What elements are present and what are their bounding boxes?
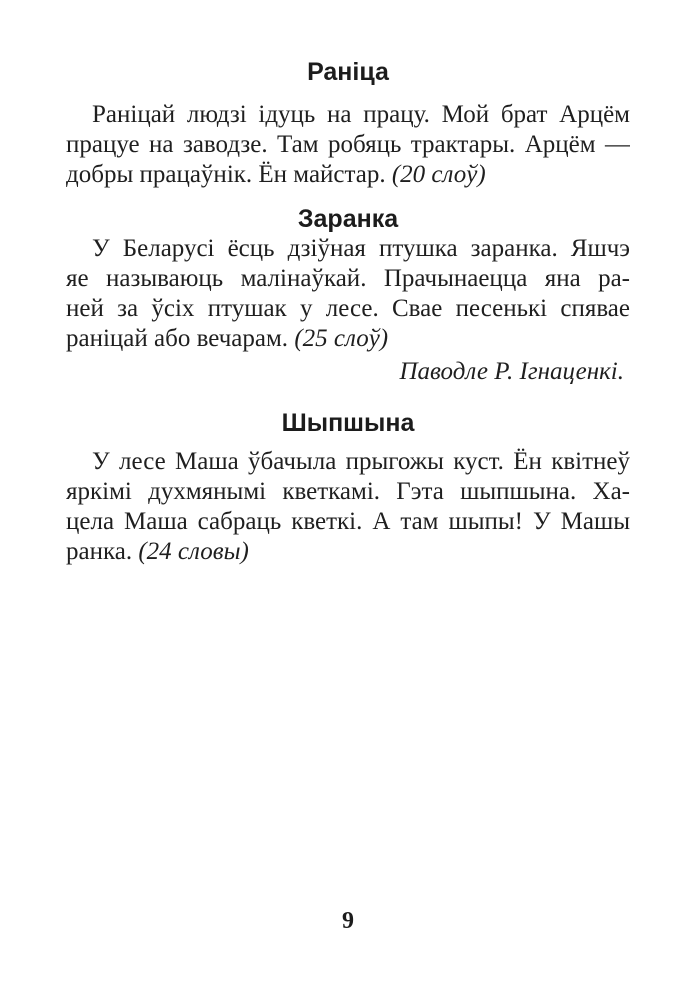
dictation-text	[66, 234, 630, 354]
text-segment: добры працаўнік. Ён майстар.	[66, 161, 392, 188]
section-shypshyna	[66, 408, 630, 567]
page-number: 9	[342, 908, 354, 934]
text-segment: раніцай або вечарам.	[66, 325, 295, 352]
dictation-text	[66, 447, 630, 567]
text-segment: Раніцай людзі ідуць на працу. Мой брат Арцём	[92, 101, 630, 128]
text-line	[66, 234, 630, 264]
text-segment: яркімі духмянымі кветкамі. Гэта шыпшына. Ха-	[66, 478, 630, 505]
text-segment: цела Маша сабраць кветкі. А там шыпы! У Машы	[66, 508, 630, 535]
section-title: Заранка	[297, 205, 399, 233]
text-line	[66, 507, 630, 537]
text-segment: У лесе Маша ўбачыла прыгожы куст. Ён квітнеў	[92, 448, 630, 475]
section-ranica	[66, 57, 630, 190]
attribution: Паводле Р. Ігнаценкі.	[399, 358, 624, 385]
text-line	[66, 447, 630, 477]
text-segment: ранка.	[66, 538, 139, 565]
text-line	[66, 264, 630, 294]
text-line	[66, 130, 630, 160]
text-line	[66, 294, 630, 324]
text-line	[66, 160, 630, 190]
section-title: Раніца	[307, 58, 389, 86]
word-count: (24 словы)	[138, 538, 249, 565]
text-segment: У Беларусі ёсць дзіўная птушка заранка. Яшчэ	[92, 235, 630, 262]
text-segment: ней за ўсіх птушак у лесе. Свае песенькі спявае	[66, 295, 630, 322]
section-zaranka	[66, 204, 630, 387]
text-segment: працуе на заводзе. Там робяць трактары. Арцём —	[66, 131, 630, 158]
text-line	[66, 100, 630, 130]
text-line	[66, 537, 630, 567]
text-segment: яе называюць малінаўкай. Прачынаецца яна ра-	[66, 265, 630, 292]
text-line	[66, 477, 630, 507]
word-count: (20 слоў)	[391, 161, 486, 188]
section-title: Шыпшына	[281, 409, 415, 437]
dictation-text	[66, 100, 630, 190]
text-line	[66, 324, 630, 354]
word-count: (25 слоў)	[294, 325, 389, 352]
